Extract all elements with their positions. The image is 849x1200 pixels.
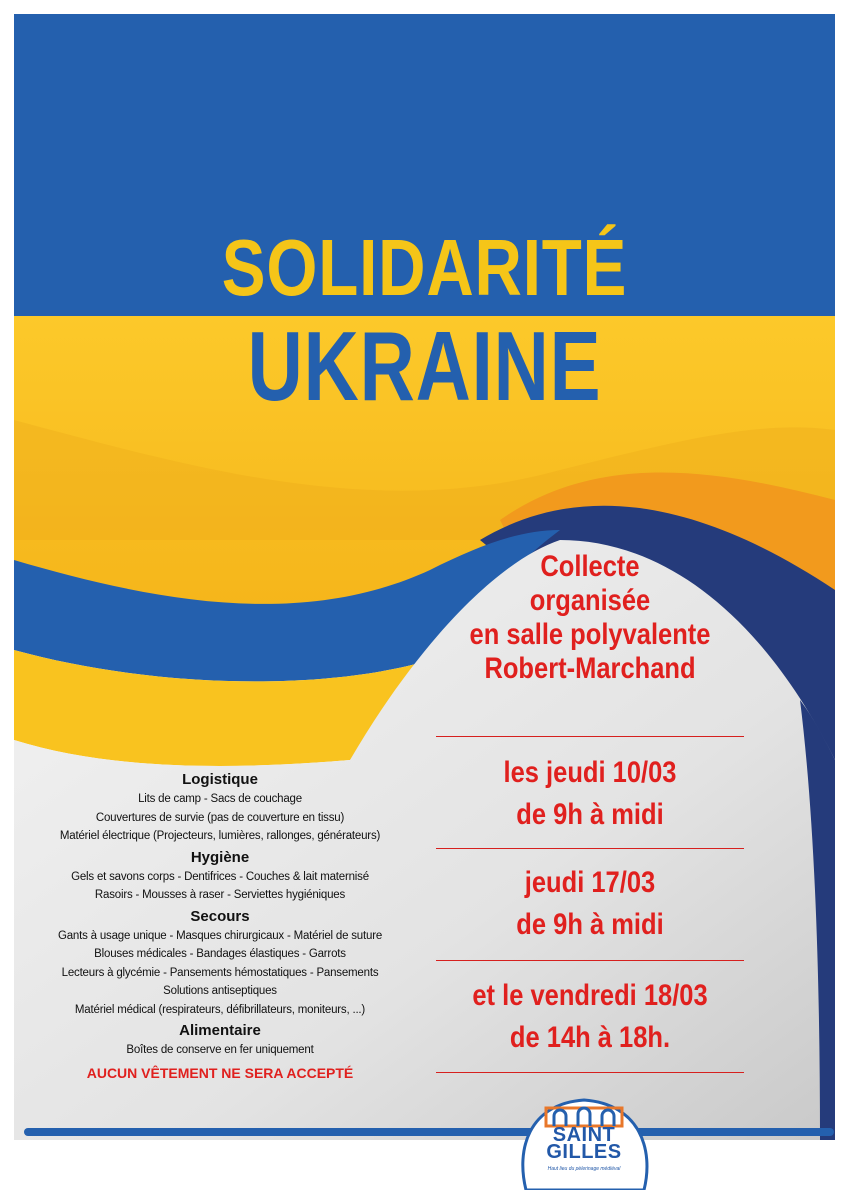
list-item: Boîtes de conserve en fer uniquement	[126, 1044, 314, 1056]
separator	[436, 960, 744, 961]
collecte-info	[454, 550, 726, 686]
title-ukraine: UKRAINE	[247, 311, 602, 421]
date-1-hours: de 9h à midi	[516, 798, 664, 831]
list-item: Rasoirs - Mousses à raser - Serviettes hygiéniques	[94, 889, 346, 901]
date-3-day: et le vendredi 18/03	[472, 979, 708, 1012]
list-item: Lecteurs à glycémie - Pansements hémostatiques - Pansements	[61, 966, 379, 979]
date-3-hours: de 14h à 18h.	[509, 1021, 671, 1054]
logo-line-1: SAINT	[552, 1124, 616, 1146]
date-block-3	[454, 975, 726, 1059]
warning-text: AUCUN VÊTEMENT NE SERA ACCEPTÉ	[86, 1064, 354, 1081]
category-title-hygiene: Hygiène	[190, 848, 250, 866]
date-block-1	[454, 752, 726, 836]
list-item: Gants à usage unique - Masques chirurgicaux - Matériel de suture	[57, 929, 383, 942]
category-title-secours: Secours	[190, 907, 250, 925]
date-2-day: jeudi 17/03	[524, 866, 656, 899]
collecte-line-3: en salle polyvalente	[469, 618, 711, 651]
logo-tagline: Haut lieu du pèlerinage médiéval	[547, 1166, 621, 1172]
bottom-bar	[24, 1128, 834, 1136]
list-item: Lits de camp - Sacs de couchage	[138, 793, 302, 805]
collecte-line-2: organisée	[529, 584, 651, 617]
separator	[436, 736, 744, 737]
date-1-day: les jeudi 10/03	[503, 756, 677, 789]
category-title-logistique: Logistique	[182, 771, 258, 788]
date-2-hours: de 9h à midi	[516, 908, 664, 941]
list-item: Couvertures de survie (pas de couverture en tissu)	[95, 811, 345, 824]
list-item: Blouses médicales - Bandages élastiques - Garrots	[94, 948, 346, 960]
title-solidarite: SOLIDARITÉ	[221, 223, 628, 312]
logo-text	[520, 1124, 648, 1163]
separator	[436, 848, 744, 849]
collecte-line-1: Collecte	[540, 550, 640, 583]
list-item: Matériel médical (respirateurs, défibrillateurs, moniteurs, ...)	[74, 1003, 366, 1016]
logo-line-2: GILLES	[546, 1141, 622, 1163]
donation-list	[20, 768, 420, 1086]
list-item: Solutions antiseptiques	[163, 985, 277, 997]
list-item: Matériel électrique (Projecteurs, lumières, rallonges, générateurs)	[59, 830, 381, 842]
category-title-alimentaire: Alimentaire	[179, 1022, 261, 1039]
separator	[436, 1072, 744, 1073]
list-item: Gels et savons corps - Dentifrices - Couches & lait maternisé	[71, 870, 369, 883]
date-block-2	[454, 862, 726, 946]
collecte-line-4: Robert-Marchand	[484, 652, 696, 685]
